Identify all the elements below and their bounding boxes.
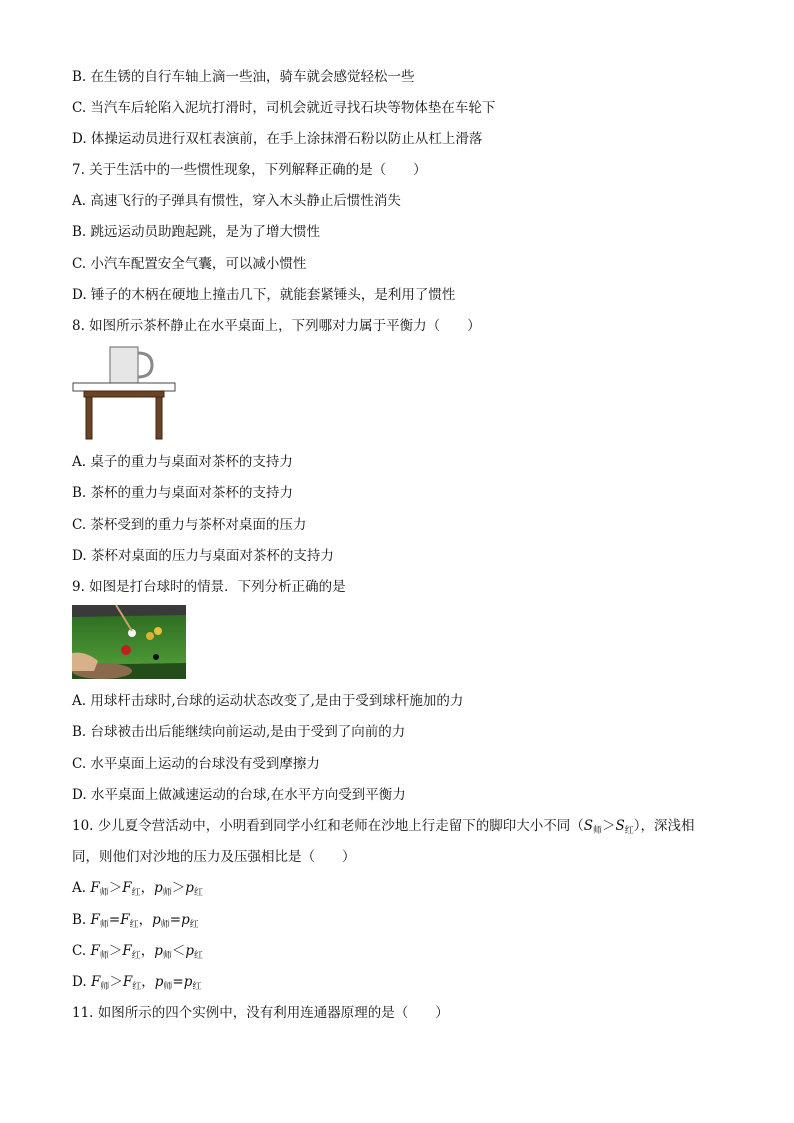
q8-option-d: D. 茶杯对桌面的压力与桌面对茶杯的支持力: [72, 548, 334, 564]
q8-stem: 8. 如图所示茶杯静止在水平桌面上，下列哪对力属于平衡力（ ）: [72, 318, 481, 334]
q6-option-c: C. 当汽车后轮陷入泥坑打滑时，司机会就近寻找石块等物体垫在车轮下: [72, 100, 496, 116]
var-p: p: [154, 943, 163, 959]
eq-sign: =: [172, 974, 184, 990]
q10-option-c: [72, 942, 203, 965]
q9-option-c: C. 水平桌面上运动的台球没有受到摩擦力: [72, 756, 320, 772]
gt-sign: ＞: [109, 974, 123, 990]
sub-teacher: 师: [162, 951, 172, 961]
var-S: S: [583, 818, 594, 834]
var-p: p: [154, 974, 164, 990]
sub-teacher: 师: [99, 888, 109, 898]
teacup-on-table-figure: [72, 345, 176, 441]
var-F: F: [90, 880, 100, 896]
var-S: S: [615, 818, 625, 834]
eq-sign: =: [108, 912, 121, 928]
var-p: p: [181, 912, 190, 928]
sub-red: 红: [193, 888, 203, 898]
sub-teacher: 师: [99, 951, 109, 961]
teacup: [110, 347, 152, 383]
comma: ，: [140, 880, 155, 896]
q10-stem-line2: 同，则他们对沙地的压力及压强相比是（ ）: [72, 849, 356, 865]
var-F: F: [122, 880, 132, 896]
sub-red: 红: [189, 920, 199, 930]
sub-red: 红: [194, 951, 204, 961]
q8-option-c: C. 茶杯受到的重力与茶杯对桌面的压力: [72, 517, 307, 533]
comma: ，: [140, 943, 155, 959]
q9-option-b: B. 台球被击出后能继续向前运动,是由于受到了向前的力: [72, 724, 406, 740]
var-F: F: [90, 943, 100, 959]
q7-option-a: A. 高速飞行的子弹具有惯性，穿入木头静止后惯性消失: [72, 193, 401, 209]
var-p: p: [152, 912, 161, 928]
gt-sign: ＞: [602, 818, 616, 834]
sub-red: 红: [131, 951, 141, 961]
q10-stem: [72, 817, 695, 840]
q8-option-a: A. 桌子的重力与桌面对茶杯的支持力: [72, 454, 293, 470]
billiards-photo: [72, 605, 186, 679]
option-label: B.: [72, 912, 91, 928]
option-label: C.: [72, 943, 91, 959]
var-F: F: [122, 943, 132, 959]
q6-option-d: D. 体操运动员进行双杠表演前，在手上涂抹滑石粉以防止从杠上滑落: [72, 131, 483, 147]
var-F: F: [120, 912, 130, 928]
q7-option-d: D. 锤子的木柄在硬地上撞击几下，就能套紧锤头，是利用了惯性: [72, 287, 456, 303]
option-label: D.: [72, 974, 91, 990]
sub-teacher: 师: [163, 982, 173, 992]
q7-stem: 7. 关于生活中的一些惯性现象，下列解释正确的是（ ）: [72, 162, 427, 178]
sub-red: 红: [131, 888, 141, 898]
option-label: A.: [72, 880, 91, 896]
gt-sign: ＞: [171, 880, 186, 896]
sub-teacher: 师: [593, 826, 603, 836]
var-p: p: [183, 974, 193, 990]
q7-option-b: B. 跳远运动员助跑起跳，是为了增大惯性: [72, 224, 321, 240]
q9-option-a: A. 用球杆击球时,台球的运动状态改变了,是由于受到球杆施加的力: [72, 693, 464, 709]
q10-option-a: [72, 879, 203, 902]
sub-red: 红: [624, 826, 634, 836]
q10-stem-text: 10. 少儿夏令营活动中，小明看到同学小红和老师在沙地上行走留下的脚印大小不同（: [72, 818, 584, 834]
eq-sign: =: [169, 912, 182, 928]
lt-sign: ＜: [171, 943, 186, 959]
var-F: F: [122, 974, 133, 990]
q10-option-d: [72, 973, 201, 996]
sub-red: 红: [129, 920, 139, 930]
q10-option-b: [72, 911, 199, 934]
q8-option-b: B. 茶杯的重力与桌面对茶杯的支持力: [72, 485, 294, 501]
var-p: p: [185, 880, 194, 896]
q10-stem-tail: ），深浅相: [633, 818, 695, 834]
q9-stem: 9. 如图是打台球时的情景．下列分析正确的是: [72, 579, 346, 595]
sub-red: 红: [132, 982, 142, 992]
q6-option-b: B. 在生锈的自行车轴上滴一些油，骑车就会感觉轻松一些: [72, 69, 415, 85]
gt-sign: ＞: [108, 943, 123, 959]
sub-red: 红: [192, 982, 202, 992]
gt-sign: ＞: [108, 880, 123, 896]
var-F: F: [90, 912, 100, 928]
sub-teacher: 师: [160, 920, 170, 930]
q9-option-d: D. 水平桌面上做减速运动的台球,在水平方向受到平衡力: [72, 787, 406, 803]
comma: ，: [138, 912, 153, 928]
sub-teacher: 师: [100, 982, 110, 992]
var-F: F: [90, 974, 101, 990]
q7-option-c: C. 小汽车配置安全气囊，可以减小惯性: [72, 256, 307, 272]
table: [73, 383, 175, 439]
sub-teacher: 师: [99, 920, 109, 930]
q11-stem: 11. 如图所示的四个实例中，没有利用连通器原理的是（ ）: [72, 1005, 449, 1021]
sub-teacher: 师: [162, 888, 172, 898]
var-p: p: [154, 880, 163, 896]
var-p: p: [185, 943, 195, 959]
comma: ，: [141, 974, 155, 990]
